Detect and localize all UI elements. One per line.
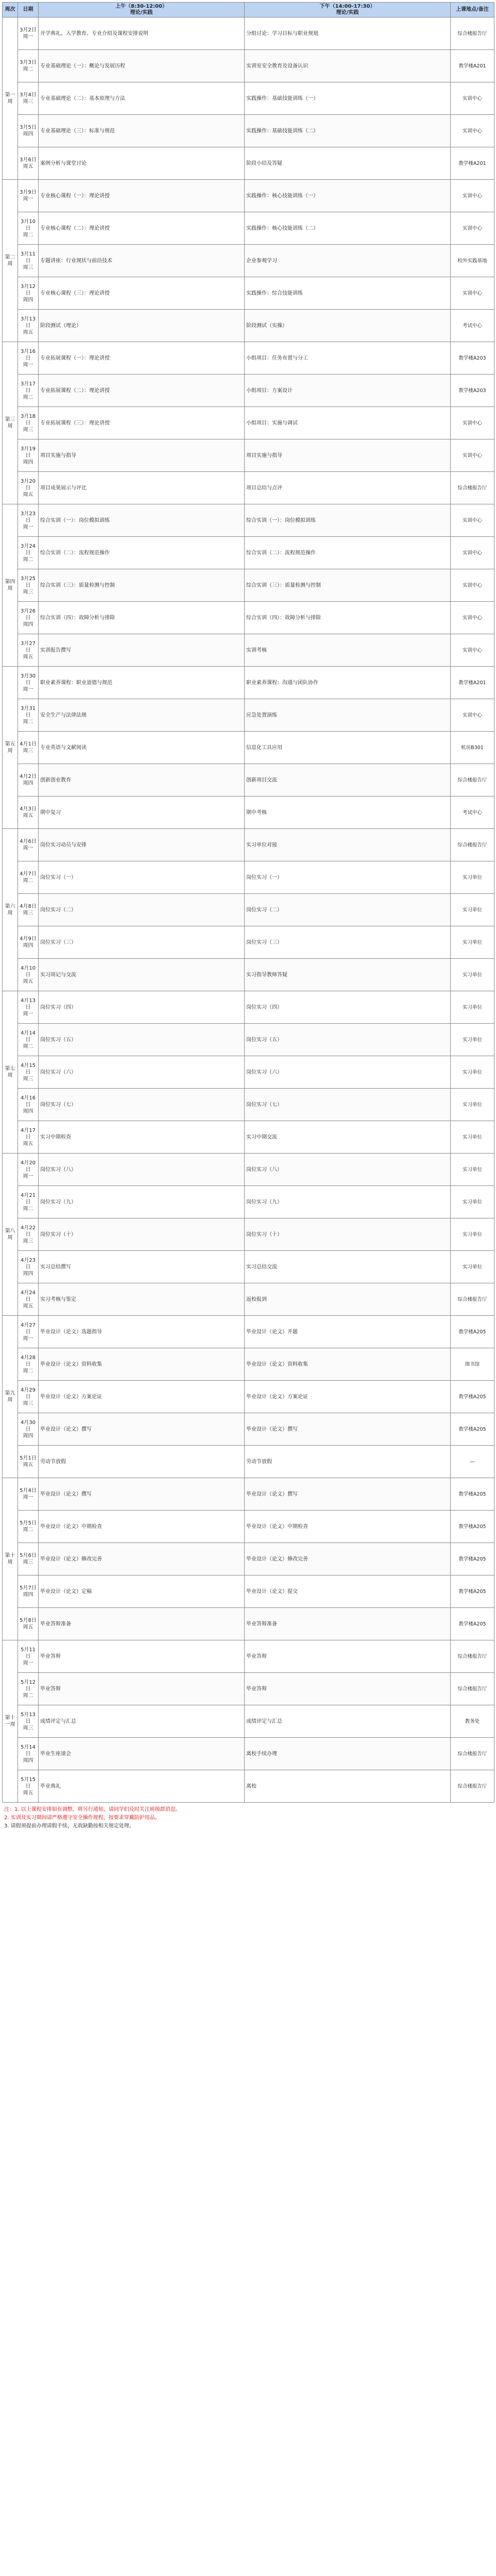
date-cell: 3月31日 周二 <box>18 699 39 732</box>
morning-cell: 综合实训（三）：质量检测与控制 <box>39 569 245 602</box>
date-cell: 5月8日 周五 <box>18 1608 39 1640</box>
date-cell: 3月3日 周二 <box>18 50 39 82</box>
place-cell: 实训中心 <box>451 699 494 732</box>
table-row <box>3 1478 494 1511</box>
afternoon-cell: 企业参观学习 <box>245 245 451 277</box>
date-cell: 4月9日 周四 <box>18 926 39 959</box>
date-cell: 5月5日 周二 <box>18 1511 39 1543</box>
afternoon-cell: 综合实训（二）：流程规范操作 <box>245 537 451 569</box>
afternoon-cell: 阶段测试（实操） <box>245 310 451 342</box>
morning-cell: 毕业设计（论文）中期检查 <box>39 1511 245 1543</box>
table-row <box>3 1121 494 1154</box>
place-cell: 实习单位 <box>451 926 494 959</box>
place-cell: 综合楼报告厅 <box>451 18 494 50</box>
place-cell: 教学楼A205 <box>451 1316 494 1348</box>
table-row <box>3 1024 494 1056</box>
place-cell: 综合楼报告厅 <box>451 472 494 504</box>
table-row <box>3 1770 494 1803</box>
morning-cell: 专业拓展课程（二）：理论讲授 <box>39 375 245 407</box>
table-row <box>3 147 494 180</box>
week-cell: 第八周 <box>3 1154 18 1316</box>
table-header-row <box>3 3 494 18</box>
morning-cell: 毕业答辩 <box>39 1673 245 1705</box>
date-cell: 4月20日 周一 <box>18 1154 39 1186</box>
table-row <box>3 894 494 926</box>
week-cell: 第七周 <box>3 991 18 1154</box>
afternoon-cell: 项目实施与指导 <box>245 439 451 472</box>
afternoon-cell: 综合实训（三）：质量检测与控制 <box>245 569 451 602</box>
date-cell: 3月10日 周二 <box>18 212 39 245</box>
table-row <box>3 439 494 472</box>
schedule-table <box>2 2 494 1803</box>
date-cell: 4月24日 周五 <box>18 1283 39 1316</box>
table-row <box>3 926 494 959</box>
date-cell: 4月16日 周四 <box>18 1089 39 1121</box>
table-row <box>3 180 494 212</box>
place-cell: 教学楼A205 <box>451 1608 494 1640</box>
place-cell: 实训中心 <box>451 634 494 667</box>
place-cell: 综合楼报告厅 <box>451 1283 494 1316</box>
table-row <box>3 569 494 602</box>
table-row <box>3 1348 494 1381</box>
place-cell: 教学楼A201 <box>451 50 494 82</box>
table-row <box>3 1218 494 1251</box>
morning-cell: 岗位实习（四） <box>39 991 245 1024</box>
date-cell: 4月22日 周三 <box>18 1218 39 1251</box>
morning-cell: 岗位实习（十） <box>39 1218 245 1251</box>
date-cell: 5月14日 周四 <box>18 1738 39 1770</box>
morning-cell: 岗位实习（八） <box>39 1154 245 1186</box>
place-cell: 综合楼报告厅 <box>451 1640 494 1673</box>
place-cell: 综合楼报告厅 <box>451 1738 494 1770</box>
place-cell: 实训中心 <box>451 82 494 115</box>
afternoon-cell: 毕业设计（论文）提交 <box>245 1575 451 1608</box>
afternoon-cell: 毕业设计（论文）开题 <box>245 1316 451 1348</box>
place-cell: 实习单位 <box>451 1154 494 1186</box>
week-cell: 第三周 <box>3 342 18 504</box>
morning-cell: 毕业设计（论文）方案论证 <box>39 1381 245 1413</box>
afternoon-cell: 实践操作：核心技能训练（一） <box>245 180 451 212</box>
place-cell: 教学楼A203 <box>451 375 494 407</box>
morning-cell: 毕业设计（论文）资料收集 <box>39 1348 245 1381</box>
morning-cell: 毕业设计（论文）选题指导 <box>39 1316 245 1348</box>
afternoon-cell: 实习单位对接 <box>245 829 451 861</box>
date-cell: 3月4日 周三 <box>18 82 39 115</box>
afternoon-cell: 劳动节放假 <box>245 1446 451 1478</box>
date-cell: 3月24日 周二 <box>18 537 39 569</box>
date-cell: 5月1日 周五 <box>18 1446 39 1478</box>
schedule-document <box>2 2 494 1831</box>
week-cell: 第六周 <box>3 829 18 991</box>
date-cell: 3月25日 周三 <box>18 569 39 602</box>
place-cell: 教学楼A205 <box>451 1478 494 1511</box>
date-cell: 4月1日 周三 <box>18 732 39 764</box>
table-row <box>3 861 494 894</box>
table-row <box>3 829 494 861</box>
table-row <box>3 732 494 764</box>
table-row <box>3 50 494 82</box>
afternoon-cell: 阶段小结及答疑 <box>245 147 451 180</box>
date-cell: 4月8日 周三 <box>18 894 39 926</box>
table-row <box>3 1608 494 1640</box>
table-row <box>3 1089 494 1121</box>
place-cell: 教学楼A205 <box>451 1543 494 1575</box>
table-row <box>3 115 494 147</box>
afternoon-cell: 返校报到 <box>245 1283 451 1316</box>
morning-cell: 专业核心课程（一）：理论讲授 <box>39 180 245 212</box>
place-cell: 图书馆 <box>451 1348 494 1381</box>
afternoon-cell: 离校 <box>245 1770 451 1803</box>
afternoon-cell: 实习指导教师答疑 <box>245 959 451 991</box>
place-cell: 实训中心 <box>451 504 494 537</box>
afternoon-cell: 实践操作：核心技能训练（二） <box>245 212 451 245</box>
afternoon-cell: 岗位实习（九） <box>245 1186 451 1218</box>
place-cell: 实训中心 <box>451 569 494 602</box>
morning-cell: 成绩评定与汇总 <box>39 1705 245 1738</box>
date-cell: 5月11日 周一 <box>18 1640 39 1673</box>
afternoon-cell: 小组项目：实施与调试 <box>245 407 451 439</box>
place-cell: 教学楼A201 <box>451 667 494 699</box>
week-cell: 第二周 <box>3 180 18 342</box>
place-cell: 机房B301 <box>451 732 494 764</box>
date-cell: 3月6日 周五 <box>18 147 39 180</box>
afternoon-cell: 实习中期交流 <box>245 1121 451 1154</box>
afternoon-cell: 实习总结交流 <box>245 1251 451 1283</box>
place-cell: 实训中心 <box>451 537 494 569</box>
afternoon-cell: 岗位实习（一） <box>245 861 451 894</box>
place-cell: 教学楼A201 <box>451 147 494 180</box>
place-cell: 实习单位 <box>451 1056 494 1089</box>
morning-cell: 案例分析与课堂讨论 <box>39 147 245 180</box>
afternoon-cell: 应急处置演练 <box>245 699 451 732</box>
date-cell: 3月19日 周四 <box>18 439 39 472</box>
afternoon-cell: 实践操作：基础技能训练（二） <box>245 115 451 147</box>
afternoon-cell: 毕业设计（论文）撰写 <box>245 1478 451 1511</box>
date-cell: 5月12日 周二 <box>18 1673 39 1705</box>
date-cell: 5月7日 周四 <box>18 1575 39 1608</box>
morning-cell: 毕业设计（论文）修改完善 <box>39 1543 245 1575</box>
table-row <box>3 342 494 375</box>
morning-cell: 创新创业教育 <box>39 764 245 796</box>
date-cell: 4月6日 周一 <box>18 829 39 861</box>
date-cell: 4月13日 周一 <box>18 991 39 1024</box>
morning-cell: 综合实训（一）：岗位模拟训练 <box>39 504 245 537</box>
table-row <box>3 1283 494 1316</box>
place-cell: 教务处 <box>451 1705 494 1738</box>
place-cell: 实习单位 <box>451 1089 494 1121</box>
afternoon-cell: 成绩评定与汇总 <box>245 1705 451 1738</box>
date-cell: 4月7日 周二 <box>18 861 39 894</box>
afternoon-cell: 毕业答辩 <box>245 1673 451 1705</box>
morning-cell: 实习考核与鉴定 <box>39 1283 245 1316</box>
morning-cell: 毕业设计（论文）撰写 <box>39 1413 245 1446</box>
morning-cell: 岗位实习（九） <box>39 1186 245 1218</box>
afternoon-cell: 期中考核 <box>245 796 451 829</box>
morning-cell: 劳动节放假 <box>39 1446 245 1478</box>
afternoon-cell: 创新项目交流 <box>245 764 451 796</box>
table-row <box>3 991 494 1024</box>
table-row <box>3 212 494 245</box>
week-cell: 第四周 <box>3 504 18 667</box>
date-cell: 3月20日 周五 <box>18 472 39 504</box>
date-cell: 4月14日 周二 <box>18 1024 39 1056</box>
afternoon-cell: 小组项目：任务布置与分工 <box>245 342 451 375</box>
notes-section <box>2 1806 494 1831</box>
morning-cell: 岗位实习（一） <box>39 861 245 894</box>
morning-cell: 岗位实习（二） <box>39 894 245 926</box>
morning-cell: 项目成果展示与评比 <box>39 472 245 504</box>
date-cell: 3月23日 周一 <box>18 504 39 537</box>
date-cell: 5月15日 周五 <box>18 1770 39 1803</box>
week-cell: 第九周 <box>3 1316 18 1478</box>
afternoon-cell: 毕业设计（论文）中期检查 <box>245 1511 451 1543</box>
schedule-body <box>3 18 494 1803</box>
morning-cell: 毕业生座谈会 <box>39 1738 245 1770</box>
afternoon-cell: 信息化工具应用 <box>245 732 451 764</box>
afternoon-cell: 离校手续办理 <box>245 1738 451 1770</box>
place-cell: — <box>451 1446 494 1478</box>
afternoon-cell: 分组讨论：学习目标与职业规划 <box>245 18 451 50</box>
table-row <box>3 375 494 407</box>
place-cell: 教学楼A205 <box>451 1381 494 1413</box>
afternoon-cell: 实训室安全教育及设备认识 <box>245 50 451 82</box>
afternoon-cell: 岗位实习（五） <box>245 1024 451 1056</box>
place-cell: 实训中心 <box>451 407 494 439</box>
morning-cell: 毕业答辩准备 <box>39 1608 245 1640</box>
morning-cell: 专业基础理论（一）：概论与发展历程 <box>39 50 245 82</box>
date-cell: 4月23日 周四 <box>18 1251 39 1283</box>
date-cell: 4月27日 周一 <box>18 1316 39 1348</box>
header-place: 上课地点/备注 <box>451 3 494 18</box>
place-cell: 实训中心 <box>451 180 494 212</box>
place-cell: 教学楼A205 <box>451 1575 494 1608</box>
morning-cell: 开学典礼、入学教育、专业介绍及课程安排说明 <box>39 18 245 50</box>
afternoon-cell: 毕业答辩 <box>245 1640 451 1673</box>
afternoon-cell: 毕业答辩准备 <box>245 1608 451 1640</box>
week-cell: 第十周 <box>3 1478 18 1640</box>
table-row <box>3 1543 494 1575</box>
date-cell: 4月29日 周三 <box>18 1381 39 1413</box>
table-row <box>3 407 494 439</box>
place-cell: 实习单位 <box>451 1121 494 1154</box>
place-cell: 实习单位 <box>451 861 494 894</box>
place-cell: 综合楼报告厅 <box>451 829 494 861</box>
morning-cell: 岗位实习（六） <box>39 1056 245 1089</box>
morning-cell: 项目实施与指导 <box>39 439 245 472</box>
date-cell: 4月30日 周四 <box>18 1413 39 1446</box>
morning-cell: 期中复习 <box>39 796 245 829</box>
table-row <box>3 1381 494 1413</box>
morning-cell: 岗位实习（七） <box>39 1089 245 1121</box>
place-cell: 实习单位 <box>451 1186 494 1218</box>
afternoon-cell: 小组项目：方案设计 <box>245 375 451 407</box>
date-cell: 3月26日 周四 <box>18 602 39 634</box>
date-cell: 3月9日 周一 <box>18 180 39 212</box>
table-row <box>3 1446 494 1478</box>
place-cell: 实习单位 <box>451 991 494 1024</box>
place-cell: 实习单位 <box>451 1251 494 1283</box>
date-cell: 3月16日 周一 <box>18 342 39 375</box>
afternoon-cell: 岗位实习（三） <box>245 926 451 959</box>
table-row <box>3 1251 494 1283</box>
place-cell: 实训中心 <box>451 439 494 472</box>
table-row <box>3 245 494 277</box>
morning-cell: 实习总结撰写 <box>39 1251 245 1283</box>
place-cell: 实训中心 <box>451 602 494 634</box>
place-cell: 教学楼A205 <box>451 1511 494 1543</box>
afternoon-cell: 职业素养课程：沟通与团队协作 <box>245 667 451 699</box>
date-cell: 4月21日 周二 <box>18 1186 39 1218</box>
morning-cell: 毕业典礼 <box>39 1770 245 1803</box>
date-cell: 3月27日 周五 <box>18 634 39 667</box>
date-cell: 3月17日 周二 <box>18 375 39 407</box>
date-cell: 3月12日 周四 <box>18 277 39 310</box>
date-cell: 4月15日 周三 <box>18 1056 39 1089</box>
place-cell: 校外实践基地 <box>451 245 494 277</box>
table-row <box>3 277 494 310</box>
header-afternoon: 下午（14:00-17:30） 理论/实践 <box>245 3 451 18</box>
place-cell: 实训中心 <box>451 277 494 310</box>
place-cell: 实习单位 <box>451 1218 494 1251</box>
date-cell: 3月13日 周五 <box>18 310 39 342</box>
week-cell: 第一周 <box>3 18 18 180</box>
morning-cell: 岗位实习（三） <box>39 926 245 959</box>
afternoon-cell: 毕业设计（论文）撰写 <box>245 1413 451 1446</box>
morning-cell: 实习中期检查 <box>39 1121 245 1154</box>
morning-cell: 岗位实习（五） <box>39 1024 245 1056</box>
date-cell: 3月11日 周三 <box>18 245 39 277</box>
place-cell: 考试中心 <box>451 310 494 342</box>
place-cell: 实习单位 <box>451 894 494 926</box>
date-cell: 4月3日 周五 <box>18 796 39 829</box>
place-cell: 实训中心 <box>451 212 494 245</box>
morning-cell: 专业基础理论（二）：基本原理与方法 <box>39 82 245 115</box>
morning-cell: 阶段测试（理论） <box>39 310 245 342</box>
note-item: 注：1. 以上课程安排如有调整，将另行通知，请同学们及时关注班级群消息。 <box>4 1807 181 1812</box>
place-cell: 综合楼报告厅 <box>451 1673 494 1705</box>
morning-cell: 实习周记与交流 <box>39 959 245 991</box>
table-row <box>3 18 494 50</box>
table-row <box>3 959 494 991</box>
place-cell: 综合楼报告厅 <box>451 1770 494 1803</box>
header-week: 周次 <box>3 3 18 18</box>
table-row <box>3 1413 494 1446</box>
afternoon-cell: 实践操作：综合技能训练 <box>245 277 451 310</box>
note-item: 2. 实训及实习期间请严格遵守安全操作规程，按要求穿戴防护用品。 <box>4 1815 160 1821</box>
date-cell: 4月2日 周四 <box>18 764 39 796</box>
afternoon-cell: 岗位实习（二） <box>245 894 451 926</box>
table-row <box>3 1575 494 1608</box>
morning-cell: 专业核心课程（三）：理论讲授 <box>39 277 245 310</box>
date-cell: 5月6日 周三 <box>18 1543 39 1575</box>
morning-cell: 毕业设计（论文）定稿 <box>39 1575 245 1608</box>
afternoon-cell: 岗位实习（六） <box>245 1056 451 1089</box>
table-row <box>3 1316 494 1348</box>
place-cell: 实习单位 <box>451 959 494 991</box>
afternoon-cell: 综合实训（一）：岗位模拟训练 <box>245 504 451 537</box>
table-row <box>3 1738 494 1770</box>
table-row <box>3 82 494 115</box>
morning-cell: 综合实训（四）：故障分析与排除 <box>39 602 245 634</box>
table-row <box>3 1511 494 1543</box>
morning-cell: 专业英语与文献阅读 <box>39 732 245 764</box>
table-row <box>3 472 494 504</box>
place-cell: 考试中心 <box>451 796 494 829</box>
table-row <box>3 1186 494 1218</box>
week-cell: 第十一周 <box>3 1640 18 1803</box>
table-row <box>3 537 494 569</box>
table-row <box>3 1705 494 1738</box>
note-item: 3. 请假须提前办理请假手续，无故缺勤按相关规定处理。 <box>4 1823 134 1829</box>
place-cell: 综合楼报告厅 <box>451 764 494 796</box>
morning-cell: 职业素养课程：职业道德与规范 <box>39 667 245 699</box>
morning-cell: 专业基础理论（三）：标准与规范 <box>39 115 245 147</box>
afternoon-cell: 岗位实习（八） <box>245 1154 451 1186</box>
table-row <box>3 602 494 634</box>
date-cell: 5月13日 周三 <box>18 1705 39 1738</box>
place-cell: 实习单位 <box>451 1024 494 1056</box>
date-cell: 3月18日 周三 <box>18 407 39 439</box>
afternoon-cell: 岗位实习（七） <box>245 1089 451 1121</box>
place-cell: 教学楼A203 <box>451 342 494 375</box>
table-row <box>3 1673 494 1705</box>
table-row <box>3 667 494 699</box>
afternoon-cell: 综合实训（四）：故障分析与排除 <box>245 602 451 634</box>
table-row <box>3 634 494 667</box>
afternoon-cell: 毕业设计（论文）方案论证 <box>245 1381 451 1413</box>
afternoon-cell: 项目总结与点评 <box>245 472 451 504</box>
afternoon-cell: 岗位实习（四） <box>245 991 451 1024</box>
date-cell: 3月5日 周四 <box>18 115 39 147</box>
place-cell: 教学楼A205 <box>451 1413 494 1446</box>
table-row <box>3 699 494 732</box>
date-cell: 3月2日 周一 <box>18 18 39 50</box>
table-row <box>3 1640 494 1673</box>
afternoon-cell: 毕业设计（论文）修改完善 <box>245 1543 451 1575</box>
table-row <box>3 764 494 796</box>
date-cell: 4月10日 周五 <box>18 959 39 991</box>
morning-cell: 岗位实习动员与安排 <box>39 829 245 861</box>
morning-cell: 专题讲座：行业现状与前沿技术 <box>39 245 245 277</box>
morning-cell: 专业拓展课程（三）：理论讲授 <box>39 407 245 439</box>
morning-cell: 毕业设计（论文）撰写 <box>39 1478 245 1511</box>
table-row <box>3 504 494 537</box>
morning-cell: 毕业答辩 <box>39 1640 245 1673</box>
afternoon-cell: 实训考核 <box>245 634 451 667</box>
afternoon-cell: 实践操作：基础技能训练（一） <box>245 82 451 115</box>
afternoon-cell: 毕业设计（论文）资料收集 <box>245 1348 451 1381</box>
date-cell: 4月28日 周二 <box>18 1348 39 1381</box>
date-cell: 3月30日 周一 <box>18 667 39 699</box>
date-cell: 4月17日 周五 <box>18 1121 39 1154</box>
week-cell: 第五周 <box>3 667 18 829</box>
morning-cell: 实训报告撰写 <box>39 634 245 667</box>
date-cell: 5月4日 周一 <box>18 1478 39 1511</box>
morning-cell: 专业核心课程（二）：理论讲授 <box>39 212 245 245</box>
table-row <box>3 1056 494 1089</box>
morning-cell: 专业拓展课程（一）：理论讲授 <box>39 342 245 375</box>
header-date: 日期 <box>18 3 39 18</box>
place-cell: 实训中心 <box>451 115 494 147</box>
afternoon-cell: 岗位实习（十） <box>245 1218 451 1251</box>
table-row <box>3 1154 494 1186</box>
table-row <box>3 796 494 829</box>
table-row <box>3 310 494 342</box>
morning-cell: 综合实训（二）：流程规范操作 <box>39 537 245 569</box>
header-morning: 上午（8:30-12:00） 理论/实践 <box>39 3 245 18</box>
morning-cell: 安全生产与法律法规 <box>39 699 245 732</box>
